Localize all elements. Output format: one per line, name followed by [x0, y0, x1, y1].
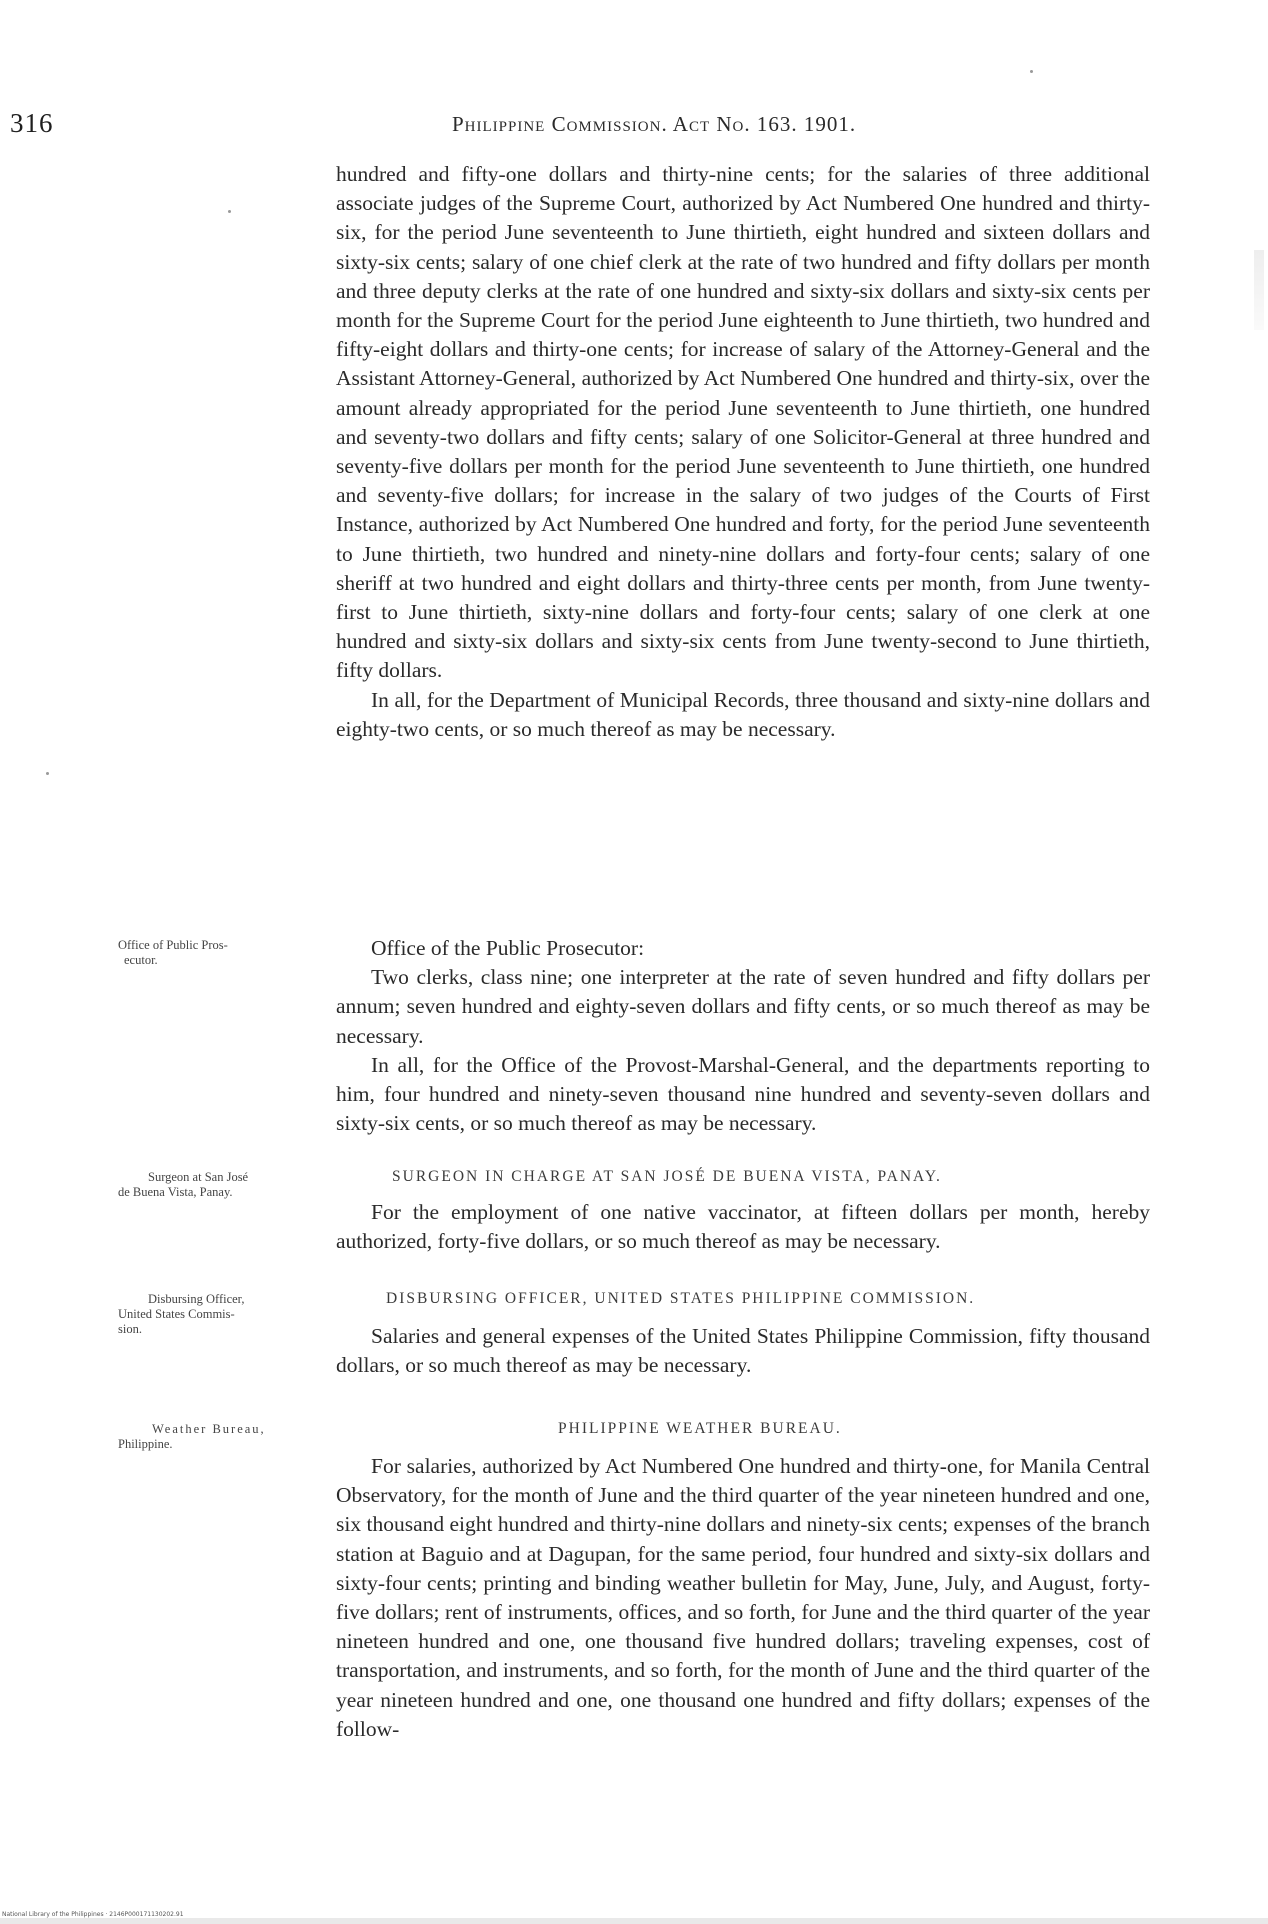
- scan-speck: [228, 210, 231, 213]
- footer-strip: [0, 1918, 1268, 1924]
- page-header: [0, 108, 1268, 142]
- margin-note-weather-bureau: Weather Bureau, Philippine.: [118, 1422, 266, 1451]
- disbursing-paragraph: Salaries and general expenses of the United States Philippine Commission, fifty thousand dollars, or so much thereof as may be necessary.: [336, 1324, 1150, 1378]
- surgeon-section-heading: SURGEON IN CHARGE AT SAN JOSÉ DE BUENA VISTA, PANAY.: [392, 1168, 942, 1185]
- footer-credit: National Library of the Philippines · 2146P000171130202.91: [2, 1911, 184, 1918]
- margin-note-surgeon: Surgeon at San José de Buena Vista, Panay.: [118, 1170, 249, 1199]
- margin-note-disbursing-officer: Disbursing Officer, United States Commis- sion.: [118, 1292, 245, 1336]
- page-number: 316: [10, 108, 54, 138]
- weather-section-heading: PHILIPPINE WEATHER BUREAU.: [558, 1420, 842, 1437]
- disbursing-section: [336, 1322, 1150, 1380]
- municipal-records-total-paragraph: In all, for the Department of Municipal Records, three thousand and sixty-nine dollars and eighty-two cents, or so much thereof as may be necessary.: [336, 687, 1150, 741]
- scan-speck: [46, 772, 49, 775]
- continued-paragraph: hundred and fifty-one dollars and thirty-nine cents; for the salaries of three additional associate judges of the Supreme Court, authorized by Act Numbered One hundred and thirty-six, for the period June seventeenth to June thirtieth, eight hundred and sixteen dollars and sixty-six cents; salary of one chief clerk at the rate of two hundred and fifty dollars per month and three deputy clerks at the rate of one hundred and sixty-six dollars and sixty-six cents per month for the Supreme Court for the period June eighteenth to June thirtieth, two hundred and fifty-eight dollars and thirty-one cents; for increase of salary of the Attorney-General and the Assistant Attorney-General, authorized by Act Numbered One hundred and thirty-six, over the amount already appropriated for the period June seventeenth to June thirtieth, one hundred and seventy-two dollars and fifty cents; salary of one Solicitor-General at three hundred and seventy-five dollars per month for the period June seventeenth to June thirtieth, one hundred and seventy-five dollars; for increase in the salary of two judges of the Courts of First Instance, authorized by Act Numbered One hundred and forty, for the period June seventeenth to June thirtieth, two hundred and ninety-nine dollars and forty-four cents; salary of one sheriff at two hundred and eight dollars and thirty-three cents per month, from June twenty-first to June thirtieth, sixty-nine dollars and forty-four cents; salary of one clerk at one hundred and sixty-six dollars and sixty-six cents from June twenty-second to June thirtieth, fifty dollars.: [336, 162, 1150, 683]
- surgeon-section: [336, 1198, 1150, 1256]
- margin-note-public-prosecutor: Office of Public Pros- ecutor.: [118, 938, 228, 967]
- scan-speck: [1030, 70, 1033, 73]
- running-head: Philippine Commission. Act No. 163. 1901.: [452, 112, 857, 136]
- public-prosecutor-heading: Office of the Public Prosecutor:: [371, 936, 645, 960]
- weather-section: [336, 1452, 1150, 1744]
- continued-appropriations-text: [336, 160, 1150, 744]
- disbursing-section-heading: DISBURSING OFFICER, UNITED STATES PHILIPPINE COMMISSION.: [386, 1290, 976, 1307]
- scan-edge-mark: [1254, 250, 1264, 330]
- weather-paragraph: For salaries, authorized by Act Numbered One hundred and thirty-one, for Manila Central Observatory, for the month of June and the third quarter of the year nineteen hundred and one, six thousand eight hundred and thirty-nine dollars and ninety-six cents; expenses of the branch station at Baguio and at Dagupan, for the same period, four hundred and sixty-six dollars and sixty-four cents; printing and binding weather bulletin for May, June, July, and August, forty-five dollars; rent of instruments, offices, and so forth, for June and the third quarter of the year nineteen hundred and one, one thousand five hundred dollars; traveling expenses, cost of transportation, and instruments, and so forth, for the month of June and the third quarter of the year nineteen hundred and one, one thousand one hundred and fifty dollars; expenses of the follow-: [336, 1454, 1150, 1741]
- public-prosecutor-section: [336, 934, 1150, 1138]
- public-prosecutor-paragraph: Two clerks, class nine; one interpreter at the rate of seven hundred and fifty dollars per annum; seven hundred and eighty-seven dollars and fifty cents, or so much thereof as may be necessary.: [336, 965, 1150, 1048]
- surgeon-paragraph: For the employment of one native vaccinator, at fifteen dollars per month, hereby authorized, forty-five dollars, or so much thereof as may be necessary.: [336, 1200, 1150, 1254]
- provost-marshal-total-paragraph: In all, for the Office of the Provost-Marshal-General, and the departments reporting to him, four hundred and ninety-seven thousand nine hundred and seventy-seven dollars and sixty-six cents, or so much thereof as may be necessary.: [336, 1052, 1150, 1136]
